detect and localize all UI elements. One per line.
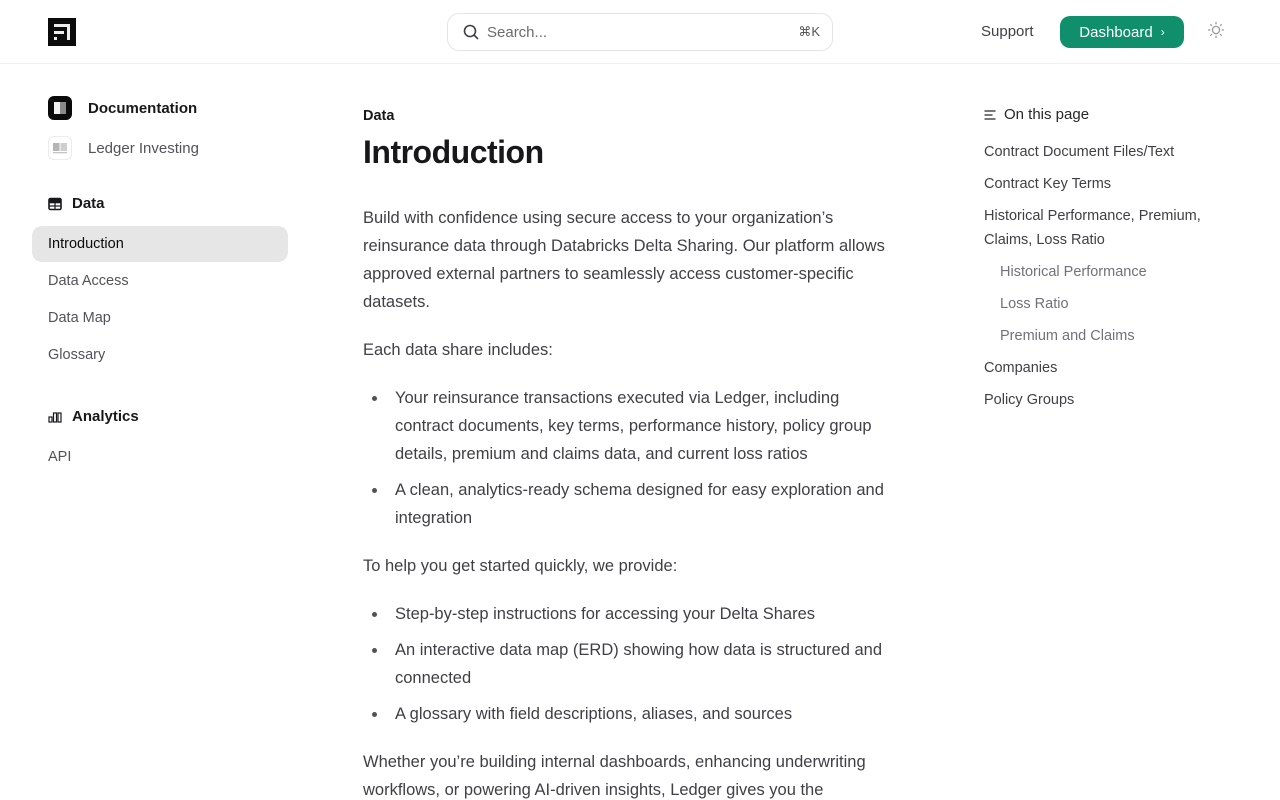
open-book-icon (48, 136, 72, 160)
book-icon (48, 96, 72, 120)
toc-item-policy-groups[interactable]: Policy Groups (984, 392, 1075, 408)
list-item: Your reinsurance transactions executed via Ledger, including contract documents, key terms, performance history, policy group details, premium and claims data, and current loss ratios (363, 384, 898, 468)
bullet-icon (372, 396, 377, 401)
search-shortcut: ⌘K (798, 24, 820, 39)
sun-icon (1207, 21, 1225, 44)
theme-toggle-button[interactable] (1205, 21, 1227, 43)
toc-item-contract-key-terms[interactable]: Contract Key Terms (984, 176, 1112, 192)
sidebar-product-documentation[interactable] (48, 96, 197, 120)
sidebar-item-glossary[interactable]: Glossary (48, 347, 106, 363)
bullet-icon (372, 648, 377, 653)
sidebar-group-label: Analytics (72, 408, 139, 425)
sidebar-product-label: Ledger Investing (88, 139, 199, 157)
toc-item-historical-performance-premium[interactable]: Historical Performance, Premium, Claims, Loss Ratio (984, 208, 1201, 248)
search-icon (462, 23, 480, 41)
toc-heading-label: On this page (1004, 106, 1090, 123)
closing-paragraph: Whether you’re building internal dashboards, enhancing underwriting workflows, or powering AI-driven insights, Ledger gives you the (363, 753, 866, 799)
list-item: An interactive data map (ERD) showing how data is structured and connected (363, 636, 898, 692)
table-icon (48, 197, 62, 211)
provide-heading: To help you get started quickly, we provide: (363, 557, 678, 575)
toc-item-historical-performance[interactable]: Historical Performance (1000, 264, 1147, 280)
list-icon (984, 109, 996, 121)
search-placeholder: Search... (487, 23, 548, 41)
logo-icon[interactable] (48, 18, 76, 46)
bullet-icon (372, 712, 377, 717)
provide-list (363, 600, 898, 736)
search-input[interactable] (447, 13, 833, 51)
toc-heading (984, 106, 1089, 123)
toc-item-companies[interactable]: Companies (984, 360, 1058, 376)
toc-item-loss-ratio[interactable]: Loss Ratio (1000, 296, 1069, 312)
toc-item-contract-document-files[interactable]: Contract Document Files/Text (984, 144, 1175, 160)
section-eyebrow: Data (363, 108, 395, 124)
sidebar-group-label: Data (72, 195, 105, 212)
sidebar-product-label: Documentation (88, 99, 198, 117)
sidebar-item-data-map[interactable]: Data Map (48, 310, 111, 326)
share-list (363, 384, 898, 540)
top-header (0, 0, 1280, 64)
intro-paragraph: Build with confidence using secure access to your organization’s reinsurance data through Databricks Delta Sharing. Our platform allows approved external partners to seamlessly access customer-specific datasets. (363, 209, 885, 311)
dashboard-button-label: Dashboard (1079, 23, 1153, 41)
dashboard-button[interactable] (1060, 16, 1184, 48)
bullet-icon (372, 612, 377, 617)
sidebar-group-data (48, 195, 105, 212)
sidebar-product-ledger-investing[interactable] (48, 136, 199, 160)
list-item: Step-by-step instructions for accessing your Delta Shares (363, 600, 898, 628)
support-link[interactable]: Support (981, 23, 1034, 40)
bar-chart-icon (48, 410, 62, 424)
sidebar-group-analytics (48, 408, 139, 425)
sidebar-item-data-access[interactable]: Data Access (48, 273, 129, 289)
sidebar-item-introduction[interactable]: Introduction (32, 226, 288, 262)
toc-item-premium-and-claims[interactable]: Premium and Claims (1000, 328, 1135, 344)
list-item: A glossary with field descriptions, aliases, and sources (363, 700, 898, 728)
page-title: Introduction (363, 134, 544, 170)
share-heading: Each data share includes: (363, 341, 553, 359)
bullet-icon (372, 488, 377, 493)
sidebar-item-api[interactable]: API (48, 449, 72, 465)
list-item: A clean, analytics-ready schema designed for easy exploration and integration (363, 476, 898, 532)
chevron-right-icon: › (1160, 25, 1165, 39)
